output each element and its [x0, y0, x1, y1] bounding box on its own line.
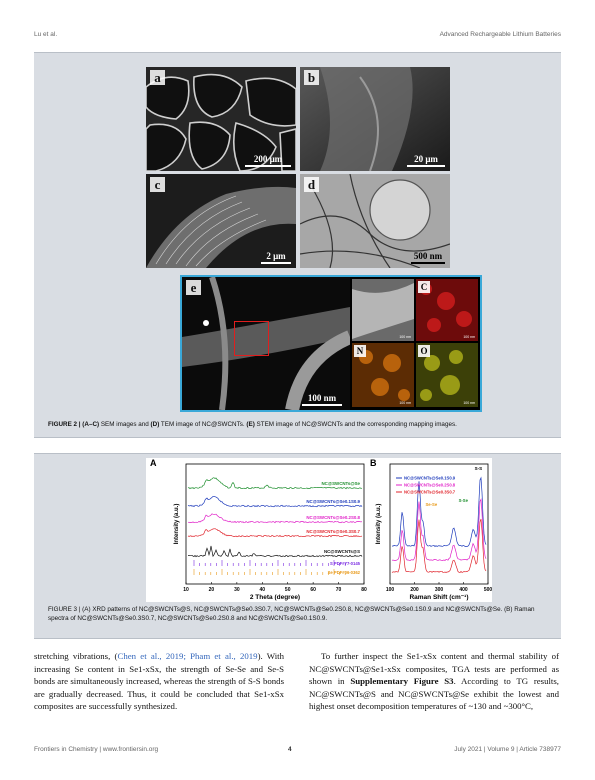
body-column-left: stretching vibrations, (Chen et al., 2019; Pham et al., 2019). With increasing Se content in Se1-xSx, the strength of Se-Se and Se-S bonds are simultaneously increased, whereas the strength of S-S bonds are gradually decreased. Thus, it could be concluded that Se1-xSx composites are successfully synthesized. [34, 651, 285, 711]
panel-label: e [186, 280, 201, 295]
figure-3 [34, 453, 561, 639]
panel-label: d [304, 177, 319, 192]
map-carbon [416, 279, 478, 341]
scale-bar: 500 nm [411, 251, 445, 264]
panel-d-tem [300, 174, 450, 268]
body-column-right: To further inspect the Se1-xSx content and thermal stability of NC@SWCNTs@Se1-xSx composites, TGA tests are performed as shown in Supplementary Figure S3. According to TG results, NC@SWCNTs@S and NC@SWCNTs@Se exhibit the lowest and highest onset decomposition temperatures of ~130 and ~300°C, [309, 651, 559, 711]
region-of-interest-box [234, 321, 269, 356]
panel-label-A: A [150, 458, 157, 468]
header-section: Advanced Rechargeable Lithium Batteries [439, 31, 561, 38]
x-tick-label-A: 10 [183, 587, 189, 593]
panel-e-stem [180, 275, 482, 412]
x-axis-label-A: 2 Theta (degree) [249, 594, 301, 601]
running-header [34, 31, 561, 41]
series-label-A: NC@SWCNTs@Se [321, 481, 360, 486]
x-axis-label-B: Raman Shift (cm⁻¹) [409, 594, 469, 601]
legend-label-B: NC@SWCNTs@Se0.2S0.8 [404, 482, 456, 488]
scale-bar: 200 μm [245, 154, 291, 167]
reference-label: Se PDF#06-0362 [327, 570, 360, 575]
annotation-S-Se: S-Se [458, 498, 468, 503]
y-axis-label-B: Intensity (a.u.) [376, 503, 382, 545]
x-tick-label-B: 200 [410, 587, 419, 593]
series-label-A: NC@SWCNTs@Se0.3S0.7 [306, 529, 360, 534]
series-label-A: NC@SWCNTs@Se0.1S0.9 [306, 499, 360, 504]
legend-label-B: NC@SWCNTs@Se0.1S0.9 [404, 475, 456, 481]
map-nitrogen [352, 343, 414, 407]
panel-label: c [150, 177, 165, 192]
series-label-A: NC@SWCNTs@Se0.2S0.8 [306, 515, 360, 520]
series-label-A: NC@SWCNTs@S [323, 549, 360, 554]
page-footer [34, 746, 561, 756]
panel-a-sem [146, 67, 296, 171]
panel-label-B: B [370, 458, 377, 468]
annotation-Se-Se: Se-Se [425, 502, 438, 507]
map-oxygen [416, 343, 478, 407]
map-scale: 100 nm [399, 335, 411, 339]
figure-2 [34, 52, 561, 438]
citation-link[interactable]: Chen et al., 2019; Pham et al., 2019 [117, 651, 258, 661]
map-scale: 100 nm [463, 335, 475, 339]
map-dark-field [352, 279, 414, 341]
map-label: C [418, 281, 430, 293]
x-tick-label-B: 300 [434, 587, 444, 593]
header-authors: Lu et al. [34, 31, 58, 38]
legend-label-B: NC@SWCNTs@Se0.3S0.7 [404, 489, 456, 495]
map-label: O [418, 345, 430, 357]
panel-c-sem [146, 174, 296, 268]
x-tick-label-A: 20 [208, 587, 215, 593]
footer-journal: Frontiers in Chemistry | www.frontiersin.org [34, 746, 159, 753]
figure-3-caption: FIGURE 3 | (A) XRD patterns of NC@SWCNTs@S, NC@SWCNTs@Se0.3S0.7, NC@SWCNTs@Se0.2S0.8, NC@SWCNTs@Se0.1S0.9 and NC@SWCNTs@Se. (B) Raman spectra of NC@SWCNTs@Se0.3S0.7, NC@SWCNTs@Se0.2S0.8 and NC@SWCNTs@Se0.1S0.9. [48, 606, 535, 622]
map-scale: 100 nm [399, 401, 411, 405]
x-tick-label-B: 400 [459, 587, 468, 593]
map-label: N [354, 345, 366, 357]
reference-label: S PDF#77-0145 [329, 561, 360, 566]
footer-issue: July 2021 | Volume 9 | Article 738977 [454, 746, 561, 753]
figure-3-charts [34, 456, 561, 604]
map-scale: 100 nm [463, 401, 475, 405]
x-tick-label-B: 500 [483, 587, 493, 593]
supplementary-link[interactable]: Supplementary Figure S3 [350, 676, 454, 686]
annotation-S-S: S-S [474, 466, 483, 471]
panel-label: a [150, 70, 165, 85]
x-tick-label-A: 40 [259, 587, 266, 593]
figure-2-caption: FIGURE 2 | (A–C) SEM images and (D) TEM image of NC@SWCNTs. (E) STEM image of NC@SWCNTs and the corresponding mapping images. [48, 421, 457, 428]
x-tick-label-A: 50 [284, 587, 291, 593]
x-tick-label-A: 70 [335, 587, 342, 593]
x-tick-label-A: 80 [361, 587, 367, 593]
x-tick-label-A: 30 [234, 587, 240, 593]
y-axis-label-A: Intensity (a.u.) [174, 503, 180, 545]
x-tick-label-A: 60 [310, 587, 316, 593]
scale-bar: 2 μm [261, 251, 291, 264]
panel-b-sem [300, 67, 450, 171]
panel-label: b [304, 70, 319, 85]
page-number: 4 [288, 746, 292, 753]
scale-bar: 100 nm [302, 393, 342, 406]
scale-bar: 20 μm [407, 154, 445, 167]
x-tick-label-B: 100 [385, 587, 395, 593]
